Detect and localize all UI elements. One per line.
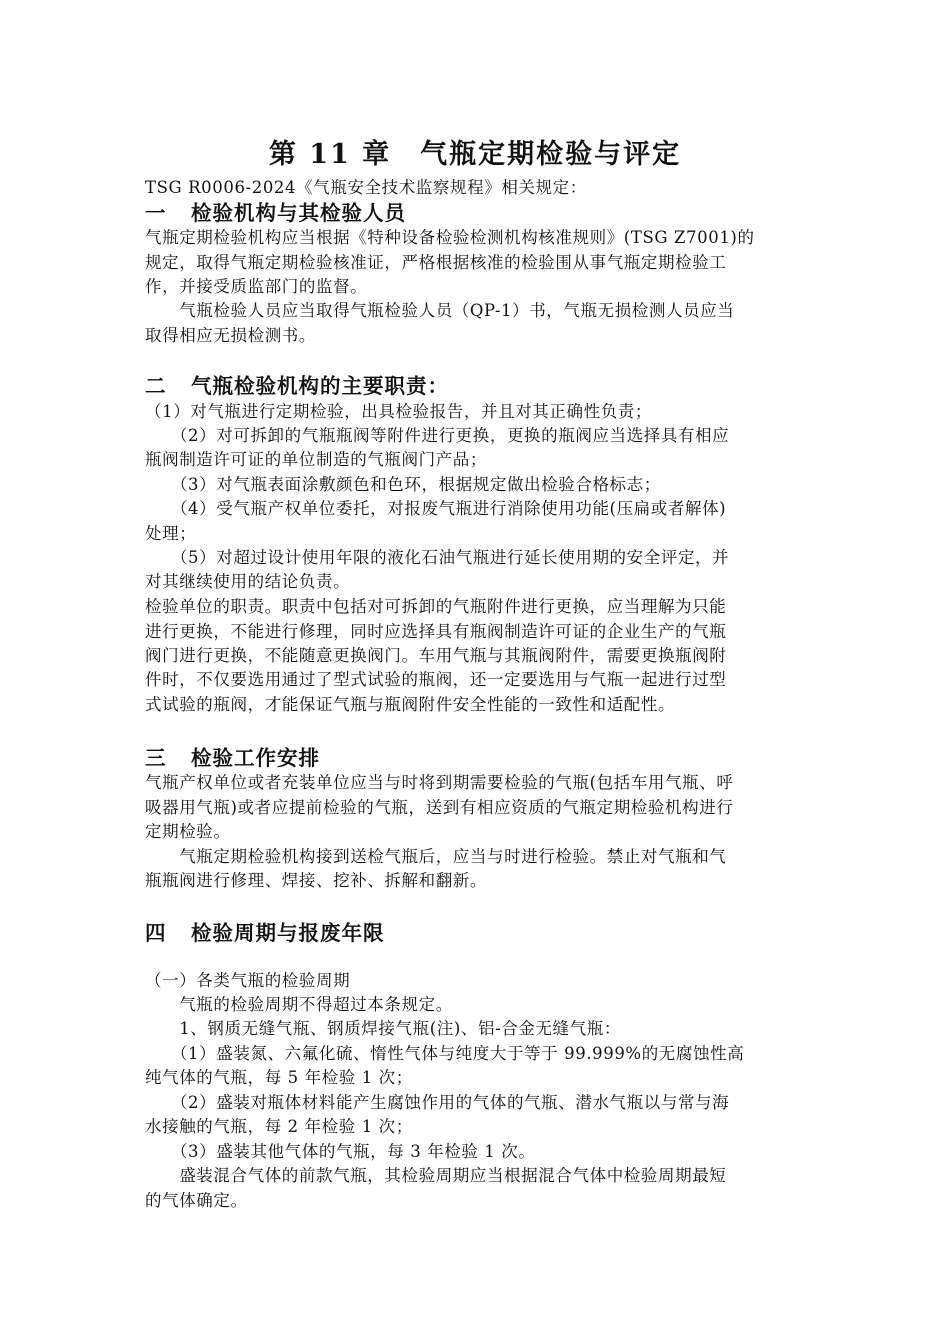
paragraph-line: 1、钢质无缝气瓶、钢质焊接气瓶(注)、铝-合金无缝气瓶： [145,1019,621,1038]
paragraph-line: （1）盛装氮、六氟化硫、惰性气体与纯度大于等于 99.999%的无腐蚀性高 [145,1044,745,1063]
paragraph-line: 气瓶产权单位或者充装单位应当与时将到期需要检验的气瓶(包括车用气瓶、呼 [145,773,734,792]
reference-line: TSG R0006-2024《气瓶安全技术监察规程》相关规定： [145,178,587,197]
section-number: 一 [145,201,167,225]
paragraph-line: （3）对气瓶表面涂敷颜色和色环，根据规定做出检验合格标志； [145,475,661,494]
section-title: 检验机构与其检验人员 [191,201,406,225]
paragraph-line: （2）盛装对瓶体材料能产生腐蚀作用的气体的气瓶、潜水气瓶以与常与海 [145,1093,730,1112]
section-number: 三 [145,746,167,770]
section-title: 检验周期与报废年限 [191,921,385,945]
paragraph-line: 作，并接受质监部门的监督。 [145,277,368,296]
paragraph-line: 检验单位的职责。职责中包括对可拆卸的气瓶附件进行更换，应当理解为只能 [145,597,727,616]
paragraph-line: 取得相应无损检测书。 [145,326,316,345]
section-number: 二 [145,374,167,398]
paragraph-line: （4）受气瓶产权单位委托，对报废气瓶进行消除使用功能(压扁或者解体) [145,499,727,518]
paragraph-line: 气瓶检验人员应当取得气瓶检验人员（QP-1）书，气瓶无损检测人员应当 [145,301,735,320]
section-number: 四 [145,921,167,945]
paragraph-line: 阀门进行更换，不能随意更换阀门。车用气瓶与其瓶阀附件，需要更换瓶阀附 [145,646,727,665]
section-heading-3 [145,745,320,771]
paragraph-line: 瓶瓶阀进行修理、焊接、挖补、拆解和翻新。 [145,871,487,890]
section-heading-4 [145,920,385,946]
paragraph-line: 式试验的瓶阀，才能保证气瓶与瓶阀附件安全性能的一致性和适配性。 [145,695,676,714]
paragraph-line: 处理； [145,524,197,543]
paragraph-line: 气瓶定期检验机构接到送检气瓶后，应当与时进行检验。禁止对气瓶和气 [145,847,727,866]
paragraph-line: 气瓶定期检验机构应当根据《特种设备检验检测机构核准规则》(TSG Z7001)的 [145,228,755,247]
paragraph-line: 对其继续使用的结论负责。 [145,572,351,591]
paragraph-line: 件时，不仅要选用通过了型式试验的瓶阀，还一定要选用与气瓶一起进行过型 [145,670,727,689]
paragraph-line: 规定，取得气瓶定期检验核准证，严格根据核准的检验围从事气瓶定期检验工 [145,253,727,272]
paragraph-line: （2）对可拆卸的气瓶瓶阀等附件进行更换，更换的瓶阀应当选择具有相应 [145,426,730,445]
paragraph-line: 气瓶的检验周期不得超过本条规定。 [145,995,453,1014]
paragraph-line: 瓶阀制造许可证的单位制造的气瓶阀门产品； [145,450,487,469]
section-heading-1 [145,200,406,226]
paragraph-line: 进行更换，不能进行修理，同时应选择具有瓶阀制造许可证的企业生产的气瓶 [145,622,727,641]
chapter-title: 第 11 章 气瓶定期检验与评定 [268,139,682,170]
paragraph-line: （一）各类气瓶的检验周期 [145,971,351,990]
section-title: 检验工作安排 [191,746,320,770]
paragraph-line: 的气体确定。 [145,1191,248,1210]
paragraph-line: （1）对气瓶进行定期检验，出具检验报告，并且对其正确性负责； [145,402,652,421]
paragraph-line: 纯气体的气瓶，每 5 年检验 1 次； [145,1068,413,1087]
paragraph-line: （3）盛装其他气体的气瓶，每 3 年检验 1 次。 [145,1142,536,1161]
paragraph-line: 定期检验。 [145,822,231,841]
section-title: 气瓶检验机构的主要职责： [191,374,449,398]
paragraph-line: 水接触的气瓶，每 2 年检验 1 次； [145,1117,413,1136]
paragraph-line: 吸器用气瓶)或者应提前检验的气瓶，送到有相应资质的气瓶定期检验机构进行 [145,798,734,817]
paragraph-line: 盛装混合气体的前款气瓶，其检验周期应当根据混合气体中检验周期最短 [145,1166,727,1185]
paragraph-line: （5）对超过设计使用年限的液化石油气瓶进行延长使用期的安全评定，并 [145,548,730,567]
section-heading-2 [145,373,449,399]
